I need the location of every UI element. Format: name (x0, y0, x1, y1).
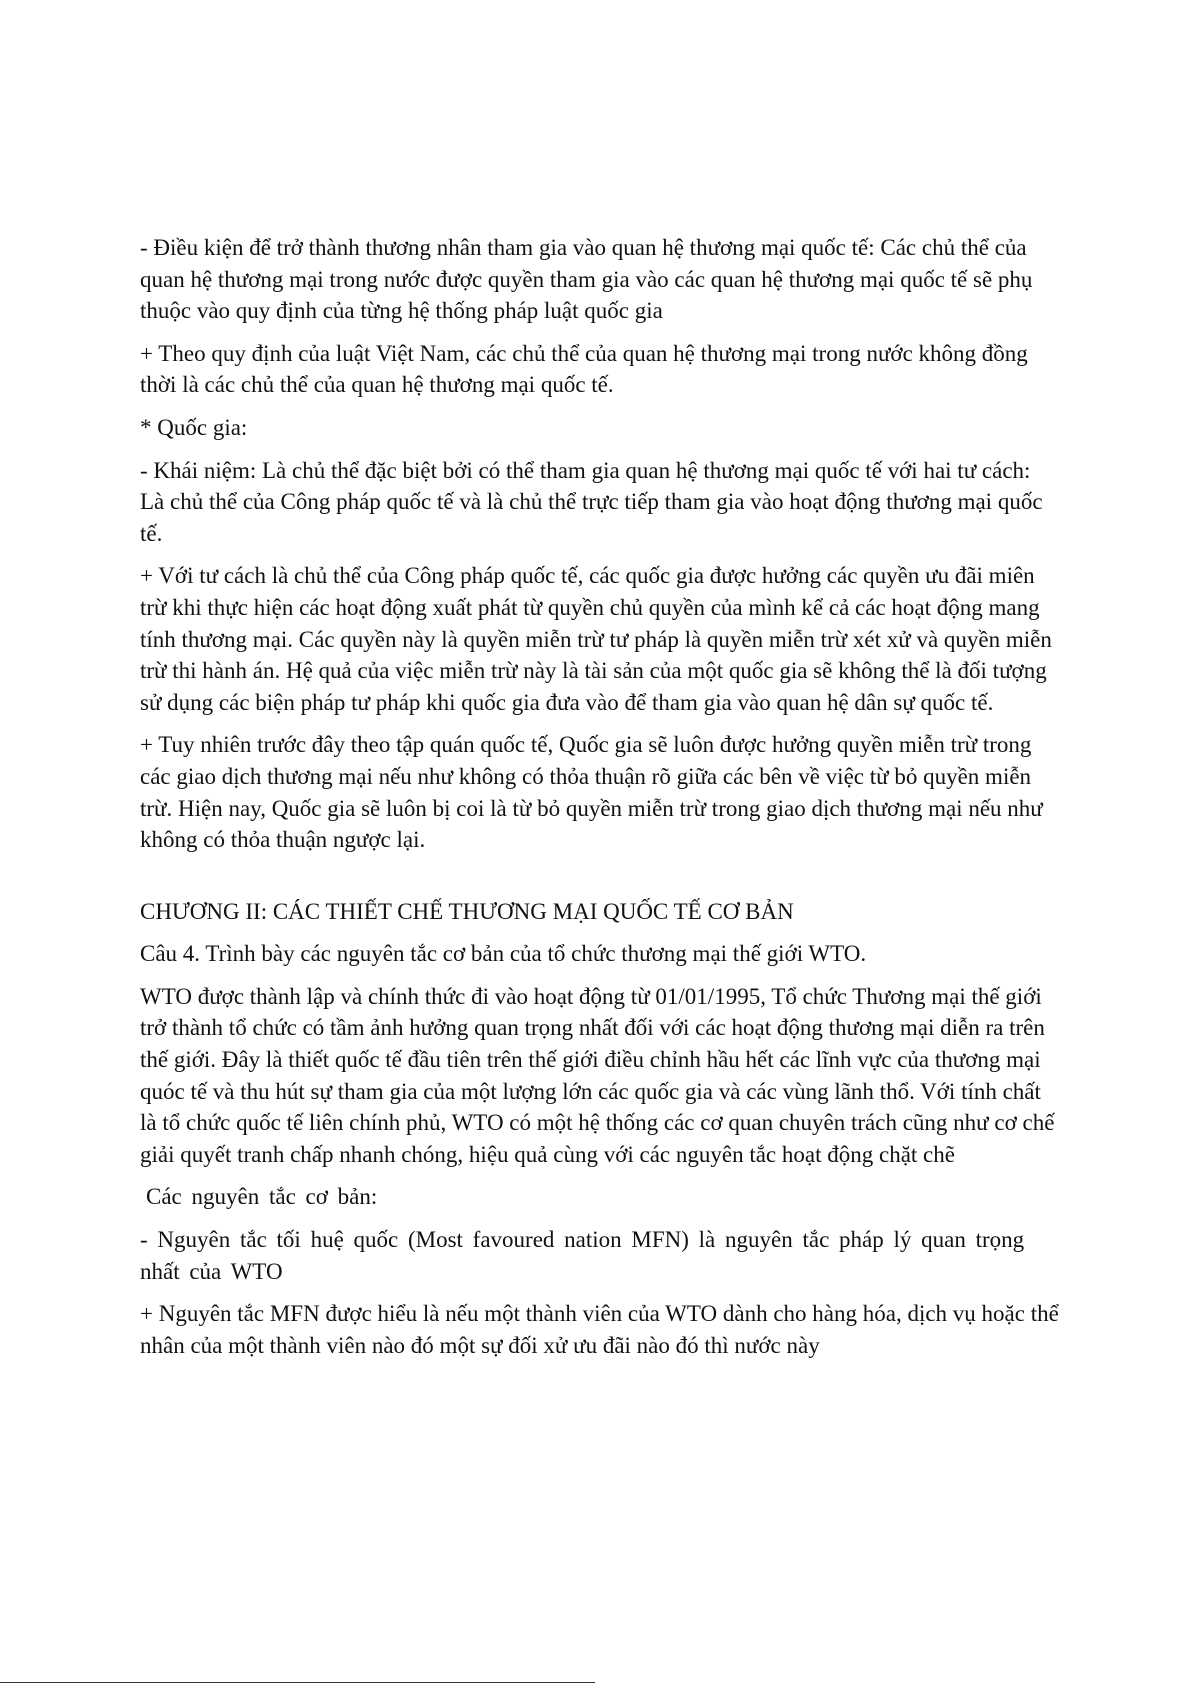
paragraph-vietnam-law: + Theo quy định của luật Việt Nam, các chủ thể của quan hệ thương mại trong nước không đồng thời là các chủ thể của quan hệ thương mại quốc tế. (140, 340, 1028, 398)
paragraph-immunity-custom: + Tuy nhiên trước đây theo tập quán quốc tế, Quốc gia sẽ luôn được hưởng quyền miễn trừ trong các giao dịch thương mại nếu như không có thỏa thuận rõ giữa các bên về việc từ bỏ quyền miễn trừ. Hiện nay, Quốc gia sẽ luôn bị coi là từ bỏ quyền miễn trừ trong giao dịch thương mại nếu như không có thỏa thuận ngược lại. (140, 732, 1043, 853)
principles-label: Các nguyên tắc cơ bản: (146, 1184, 378, 1210)
section-label-state: * Quốc gia: (140, 414, 248, 440)
paragraph-conditions: - Điều kiện để trở thành thương nhân tham gia vào quan hệ thương mại quốc tế: Các chủ thể của quan hệ thương mại trong nước được quyền tham gia vào các quan hệ thương mại quốc tế sẽ phụ thuộc vào quy định của từng hệ thống pháp luật quốc gia (140, 235, 1033, 324)
chapter-heading: CHƯƠNG II: CÁC THIẾT CHẾ THƯƠNG MẠI QUỐC TẾ CƠ BẢN (140, 898, 794, 924)
paragraph-state-immunity: + Với tư cách là chủ thể của Công pháp quốc tế, các quốc gia được hưởng các quyền ưu đãi miên trừ khi thực hiện các hoạt động xuất phát từ quyền chủ quyền của mình kể cả các hoạt động mang tính thương mại. Các quyền này là quyền miễn trừ tư pháp là quyền miễn trừ xét xử và quyền miễn trừ thi hành án. Hệ quả của việc miễn trừ này là tài sản của một quốc gia sẽ không thể là đối tượng sử dụng các biện pháp tư pháp khi quốc gia đưa vào để tham gia vào quan hệ dân sự quốc tế. (140, 563, 1052, 715)
page-bottom-rule (0, 1682, 595, 1683)
paragraph-mfn-title: - Nguyên tắc tối huệ quốc (Most favoured nation MFN) là nguyên tắc pháp lý quan trọng nhất của WTO (140, 1227, 1025, 1284)
question-heading: Câu 4. Trình bày các nguyên tắc cơ bản của tổ chức thương mại thế giới WTO. (140, 941, 867, 967)
paragraph-wto-intro: WTO được thành lập và chính thức đi vào hoạt động từ 01/01/1995, Tổ chức Thương mại thế giới trở thành tổ chức có tầm ảnh hưởng quan trọng nhất đối với các hoạt động thương mại diễn ra trên thế giới. Đây là thiết quốc tế đầu tiên trên thế giới điều chỉnh hầu hết các lĩnh vực của thương mại quóc tế và thu hút sự tham gia của một lượng lớn các quốc gia và các vùng lãnh thổ. Với tính chất là tổ chức quốc tế liên chính phủ, WTO có một hệ thống các cơ quan chuyên trách cũng như cơ chế giải quyết tranh chấp nhanh chóng, hiệu quả cùng với các nguyên tắc hoạt động chặt chẽ (140, 983, 1055, 1167)
paragraph-state-concept: - Khái niệm: Là chủ thể đặc biệt bởi có thể tham gia quan hệ thương mại quốc tế với hai tư cách: Là chủ thể của Công pháp quốc tế và là chủ thể trực tiếp tham gia vào hoạt động thương mại quốc tế. (140, 457, 1043, 546)
document-page (140, 232, 1060, 1372)
paragraph-mfn-detail: + Nguyên tắc MFN được hiểu là nếu một thành viên của WTO dành cho hàng hóa, dịch vụ hoặc thể nhân của một thành viên nào đó một sự đối xử ưu đãi nào đó thì nước này (140, 1301, 1059, 1358)
